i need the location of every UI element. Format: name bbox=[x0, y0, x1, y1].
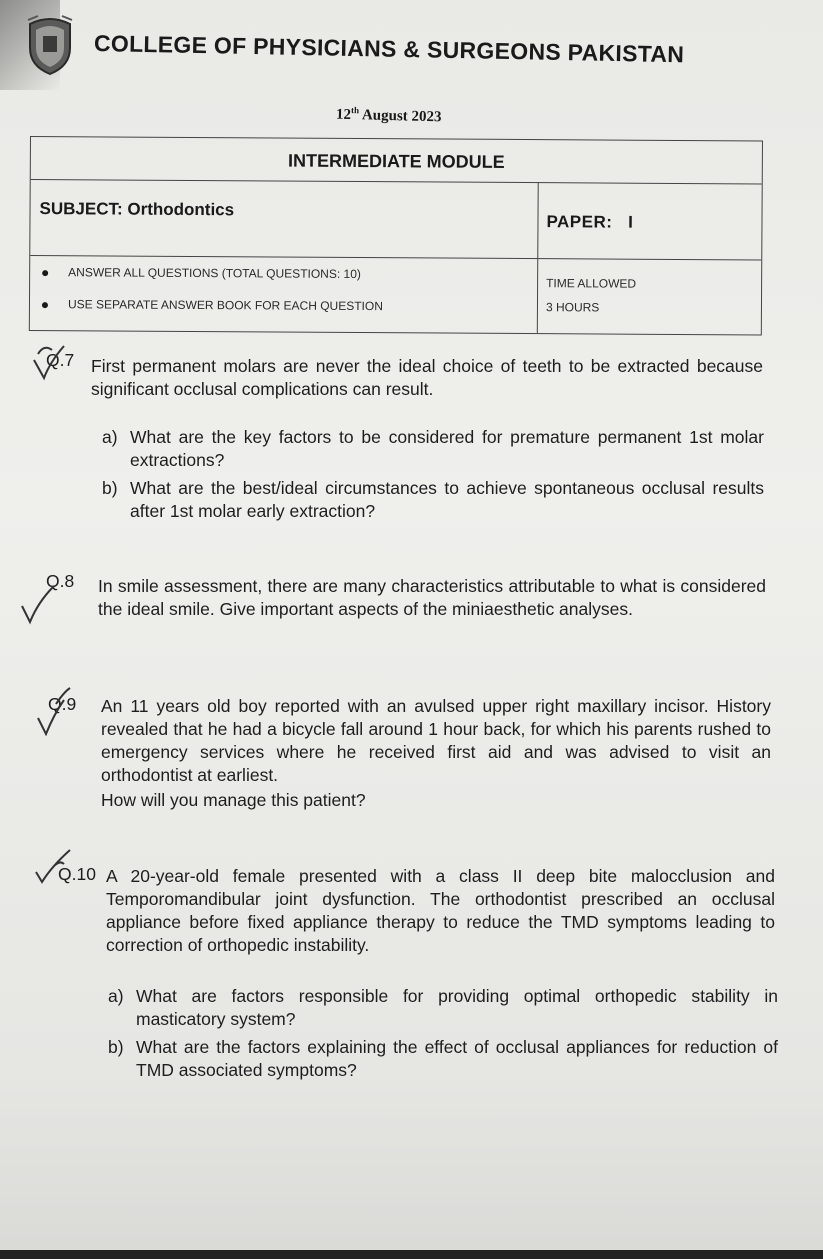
subject-value: Orthodontics bbox=[127, 199, 235, 220]
module-title: INTERMEDIATE MODULE bbox=[287, 150, 505, 172]
subject-label: SUBJECT: bbox=[39, 199, 123, 219]
exam-date: 12th August 2023 bbox=[335, 105, 442, 126]
question-part bbox=[102, 477, 764, 523]
part-label: a) bbox=[102, 427, 118, 447]
question-part bbox=[108, 985, 778, 1031]
college-crest-logo bbox=[24, 14, 76, 76]
exam-info-table bbox=[29, 136, 763, 335]
question-part bbox=[108, 1036, 778, 1082]
question-text: An 11 years old boy reported with an avulsed upper right maxillary incisor. History revealed that he had a bicycle fall around 1 hour back, for which his parents rushed to emergency services where he received first aid and was advised to visit an orthodontist at earliest. bbox=[101, 696, 771, 785]
instruction-item: USE SEPARATE ANSWER BOOK FOR EACH QUESTION bbox=[42, 297, 383, 313]
paper-label: PAPER: bbox=[546, 212, 613, 232]
part-label: b) bbox=[108, 1037, 124, 1057]
question-number: Q.8 bbox=[46, 571, 75, 591]
part-text: What are factors responsible for providing optimal orthopedic stability in masticatory system? bbox=[136, 986, 778, 1029]
instruction-item: ANSWER ALL QUESTIONS (TOTAL QUESTIONS: 10) bbox=[42, 265, 361, 281]
module-row bbox=[31, 137, 762, 184]
question-number: Q.9 bbox=[48, 694, 77, 714]
subject-field bbox=[39, 199, 234, 220]
question-number: Q.10 bbox=[58, 864, 96, 884]
question-text: A 20-year-old female presented with a class II deep bite malocclusion and Temporomandibular joint dysfunction. The orthodontist prescribed an occlusal appliance before fixed appliance therapy to reduce the TMD symptoms leading to correction of orthopedic instability. bbox=[106, 866, 775, 955]
part-label: a) bbox=[108, 986, 124, 1006]
part-label: b) bbox=[102, 478, 118, 498]
bullet-icon bbox=[42, 270, 48, 276]
question-followup: How will you manage this patient? bbox=[101, 790, 366, 810]
question-text: In smile assessment, there are many characteristics attributable to what is considered the ideal smile. Give important aspects of the miniaesthetic analyses. bbox=[98, 576, 766, 619]
part-text: What are the key factors to be considered for premature permanent 1st molar extractions? bbox=[130, 427, 764, 470]
paper-field bbox=[546, 212, 633, 233]
institution-title: COLLEGE OF PHYSICIANS & SURGEONS PAKISTAN bbox=[93, 30, 685, 68]
part-text: What are the best/ideal circumstances to achieve spontaneous occlusal results after 1st molar early extraction? bbox=[130, 478, 764, 521]
time-allowed-value: 3 HOURS bbox=[545, 300, 600, 315]
paper-value: I bbox=[628, 212, 634, 232]
question-text: First permanent molars are never the ideal choice of teeth to be extracted because significant occlusal complications can result. bbox=[91, 356, 763, 399]
time-allowed-label: TIME ALLOWED bbox=[546, 276, 637, 291]
part-text: What are the factors explaining the effect of occlusal appliances for reduction of TMD associated symptoms? bbox=[136, 1037, 778, 1080]
question-part bbox=[102, 426, 764, 472]
page-bottom-edge bbox=[0, 1250, 823, 1259]
subject-row bbox=[30, 179, 761, 260]
bullet-icon bbox=[42, 302, 48, 308]
question-number: Q.7 bbox=[46, 350, 75, 370]
